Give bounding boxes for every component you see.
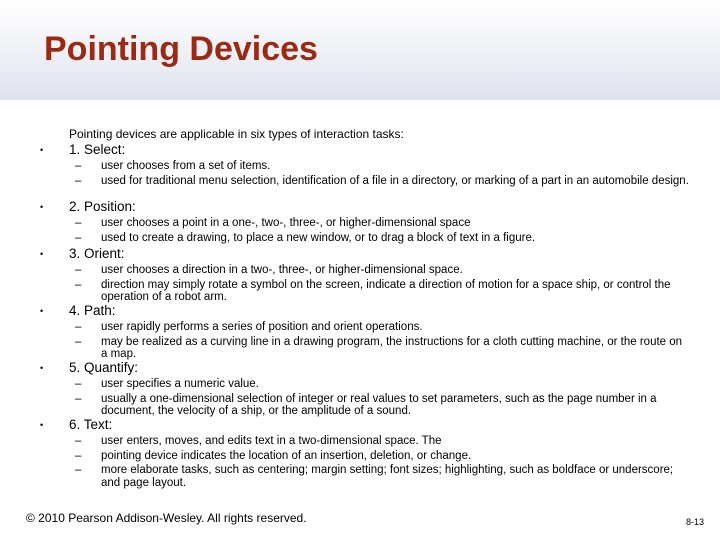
sub-item-list	[0, 264, 720, 306]
slide-title: Pointing Devices	[44, 30, 318, 68]
sub-item	[0, 321, 691, 334]
task-label: 6. Text:	[69, 417, 113, 432]
sub-item-list	[0, 435, 720, 491]
sub-item-text: more elaborate tasks, such as centering; margin setting; font sizes; highlighting, such as boldface or underscore; and page layout.	[101, 464, 674, 489]
sub-item	[0, 336, 691, 361]
dash-icon: –	[75, 231, 82, 244]
sub-item-list	[0, 321, 720, 363]
dash-icon: –	[75, 378, 82, 390]
bullet-icon: •	[40, 306, 44, 316]
sub-item	[0, 160, 691, 173]
dash-icon: –	[75, 335, 82, 348]
dash-icon: –	[75, 321, 82, 333]
dash-icon: –	[75, 217, 82, 229]
sub-item-text: usually a one-dimensional selection of integer or real values to set parameters, such as the page number in a document, the velocity of a ship, or the amplitude of a sound.	[101, 392, 657, 417]
sub-item-text: user enters, moves, and edits text in a two-dimensional space. The	[101, 435, 442, 447]
sub-item	[0, 264, 691, 277]
dash-icon: –	[75, 464, 82, 476]
sub-item	[0, 393, 691, 418]
page-number: 8-13	[686, 517, 705, 527]
sub-item	[0, 378, 691, 391]
task-label: 3. Orient:	[69, 246, 125, 261]
bullet-icon: •	[40, 363, 44, 373]
dash-icon: –	[75, 392, 82, 405]
task-label: 5. Quantify:	[69, 360, 139, 375]
dash-icon: –	[75, 278, 82, 291]
bullet-icon: •	[40, 145, 44, 155]
sub-item-text: user chooses a point in a one-, two-, three-, or higher-dimensional space	[101, 217, 471, 229]
sub-item-text: pointing device indicates the location of an insertion, deletion, or change.	[101, 449, 472, 462]
sub-item-text: user chooses from a set of items.	[101, 160, 271, 172]
sub-item-text: user rapidly performs a series of position and orient operations.	[101, 321, 423, 333]
sub-item-list	[0, 160, 720, 189]
dash-icon: –	[75, 264, 82, 276]
sub-item-text: user chooses a direction in a two-, three-, or higher-dimensional space.	[101, 264, 463, 276]
dash-icon: –	[75, 449, 82, 462]
dash-icon: –	[75, 160, 82, 172]
sub-item	[0, 464, 691, 489]
sub-item-text: used to create a drawing, to place a new window, or to drag a block of text in a figure.	[101, 231, 536, 244]
sub-item-list	[0, 378, 720, 420]
sub-item	[0, 279, 691, 304]
dash-icon: –	[75, 174, 82, 187]
copyright-footer: © 2010 Pearson Addison-Wesley. All rights reserved.	[26, 511, 307, 525]
sub-item-list	[0, 217, 720, 246]
sub-item	[0, 232, 691, 245]
sub-item	[0, 217, 691, 230]
sub-item-text: direction may simply rotate a symbol on the screen, indicate a direction of motion for a space ship, or control the operation of a robot arm.	[101, 278, 671, 303]
sub-item	[0, 175, 691, 188]
bullet-icon: •	[40, 202, 44, 212]
sub-item	[0, 450, 691, 463]
bullet-icon: •	[40, 249, 44, 259]
sub-item-text: used for traditional menu selection, identification of a file in a directory, or marking of a part in an automobile design.	[101, 174, 689, 187]
sub-item-text: user specifies a numeric value.	[101, 378, 259, 390]
task-label: 2. Position:	[69, 199, 136, 214]
sub-item	[0, 435, 691, 448]
bullet-icon: •	[40, 420, 44, 430]
dash-icon: –	[75, 435, 82, 447]
intro-text: Pointing devices are applicable in six types of interaction tasks:	[69, 127, 404, 141]
task-label: 4. Path:	[69, 303, 116, 318]
sub-item-text: may be realized as a curving line in a drawing program, the instructions for a cloth cutting machine, or the route on a map.	[101, 335, 683, 360]
task-label: 1. Select:	[69, 142, 126, 157]
